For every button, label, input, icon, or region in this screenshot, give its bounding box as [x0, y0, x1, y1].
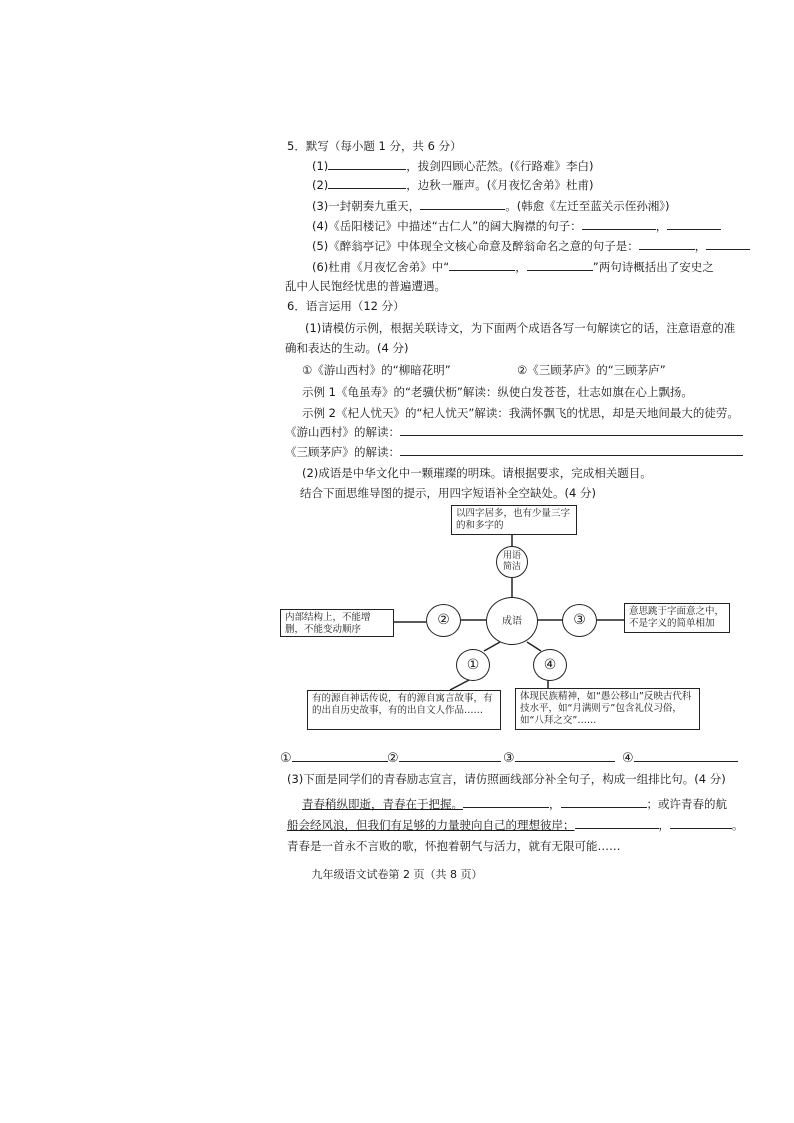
mindmap-top-circle: 用语简洁 — [496, 546, 528, 578]
q5-line-6-cont: 乱中人民饱经忧患的普遍遭遇。 — [285, 279, 446, 293]
q6-answer-2-label: 《三顾茅庐》的解读： — [285, 445, 400, 459]
q5-l3-pre: (3)一封朝奏九重天， — [312, 199, 421, 213]
mindmap-right-box: 意思跳于字面意之中，不是字义的简单相加 — [624, 603, 730, 633]
q6-answer-1-label: 《游山西村》的解读： — [285, 425, 400, 439]
blank-label-4: ④ — [622, 751, 634, 766]
q5-l4-mid: ， — [655, 219, 668, 233]
mindmap-bottom-left-circle: ① — [456, 649, 490, 681]
q5-l5-pre: (5)《醉翁亭记》中体现全文核心命意及醉翁命名之意的句子是： — [312, 239, 639, 253]
q5-l2-pre: (2) — [312, 178, 329, 192]
mindmap-blank-3 — [503, 751, 615, 767]
q6-p3-line3 — [287, 817, 744, 833]
q6-p3-line2-tail: ；或许青春的航 — [646, 797, 727, 811]
q6-p3-comma-1: ， — [549, 797, 561, 811]
q5-l1-pre: (1) — [312, 159, 329, 173]
q5-l4-pre: (4)《岳阳楼记》中描述“古仁人”的阔大胸襟的句子： — [312, 219, 582, 233]
q5-l1-post: ，拔剑四顾心茫然。(《行路难》李白) — [406, 159, 594, 173]
mindmap-blank-2 — [387, 751, 501, 767]
mindmap-blank-4 — [622, 751, 738, 767]
q6-p1-line2: 确和表达的生动。(4 分) — [285, 341, 409, 355]
q5-l6-post: ”两句诗概括出了安史之 — [592, 260, 714, 274]
mindmap-right-circle: ③ — [562, 604, 597, 637]
q6-item-2: ②《三顾茅庐》的“三顾茅庐” — [517, 363, 666, 377]
q6-example-1: 示例 1《龟虽寿》的“老骥伏枥”解读：纵使白发苍苍，壮志如旗在心上飘扬。 — [302, 385, 693, 399]
q5-heading: 5．默写（每小题 1 分，共 6 分） — [287, 139, 462, 153]
q5-l6-pre: (6)杜甫《月夜忆舍弟》中“ — [312, 260, 450, 274]
page-footer: 九年级语文试卷第 2 页（共 8 页） — [311, 868, 483, 881]
q6-p3-line2 — [302, 796, 727, 812]
q5-l6-mid: ， — [515, 260, 527, 274]
q6-p3-line1: (3)下面是同学们的青春励志宣言，请仿照画线部分补全句子，构成一组排比句。(4 分) — [287, 772, 726, 786]
mindmap-center-circle: 成语 — [486, 597, 538, 645]
blank-label-3: ③ — [503, 751, 515, 766]
q6-example-2: 示例 2《杞人忧天》的“杞人忧天”解读：我满怀飘飞的忧思，却是天地间最大的徒劳。 — [302, 406, 739, 420]
mindmap-blank-1 — [280, 751, 388, 767]
q6-heading: 6．语言运用（12 分） — [287, 299, 405, 313]
q6-p3-line3-text: 船会经风浪，但我们有足够的力量驶向自己的理想彼岸； — [287, 818, 575, 832]
q6-p3-comma-2: ， — [658, 818, 670, 832]
blank-6-2-2[interactable] — [399, 751, 501, 762]
blank-6-3-2[interactable] — [561, 797, 647, 808]
q6-p3-line2-text: 青春稍纵即逝，青春在于把握。 — [302, 797, 463, 811]
blank-6-2-3[interactable] — [515, 751, 615, 762]
blank-label-1: ① — [280, 751, 292, 766]
blank-6-3-1[interactable] — [463, 797, 549, 808]
mindmap-top-box: 以四字居多，也有少量三字的和多字的 — [451, 505, 577, 535]
blank-6-3-4[interactable] — [670, 818, 732, 829]
q6-p1-line1: (1)请模仿示例，根据关联诗文，为下面两个成语各写一句解读它的话，注意语意的准 — [305, 321, 736, 335]
q6-p3-line4: 青春是一首永不言败的歌，怀抱着朝气与活力，就有无限可能…… — [287, 839, 621, 853]
q5-l5-mid: ， — [694, 239, 707, 253]
q6-p2-line2: 结合下面思维导图的提示，用四字短语补全空缺处。(4 分) — [300, 486, 596, 500]
mindmap-left-box: 内部结构上，不能增删，不能变动顺序 — [280, 609, 394, 637]
mindmap-bottom-left-box: 有的源自神话传说，有的源自寓言故事，有的出自历史故事，有的出自文人作品…… — [307, 690, 501, 730]
mindmap-bottom-right-box: 体现民族精神，如“愚公移山”反映古代科技水平，如“月满则亏”包含礼仪习俗，如“八拜之交”…… — [515, 688, 700, 730]
blank-6-2-1[interactable] — [292, 751, 388, 762]
blank-6-3-3[interactable] — [575, 818, 659, 829]
q6-p3-line3-end: 。 — [732, 818, 744, 832]
q6-item-1: ①《游山西村》的“柳暗花明” — [302, 363, 451, 377]
mindmap-bottom-right-circle: ④ — [533, 649, 567, 681]
mindmap-left-circle: ② — [426, 604, 461, 637]
blank-6-2-4[interactable] — [634, 751, 738, 762]
q5-l2-post: ，边秋一雁声。(《月夜忆舍弟》杜甫) — [406, 178, 594, 192]
blank-label-2: ② — [387, 751, 399, 766]
q5-l3-post: 。(韩愈《左迁至蓝关示侄孙湘》) — [505, 199, 670, 213]
q6-p2-line1: (2)成语是中华文化中一颗璀璨的明珠。请根据要求，完成相关题目。 — [302, 466, 652, 480]
